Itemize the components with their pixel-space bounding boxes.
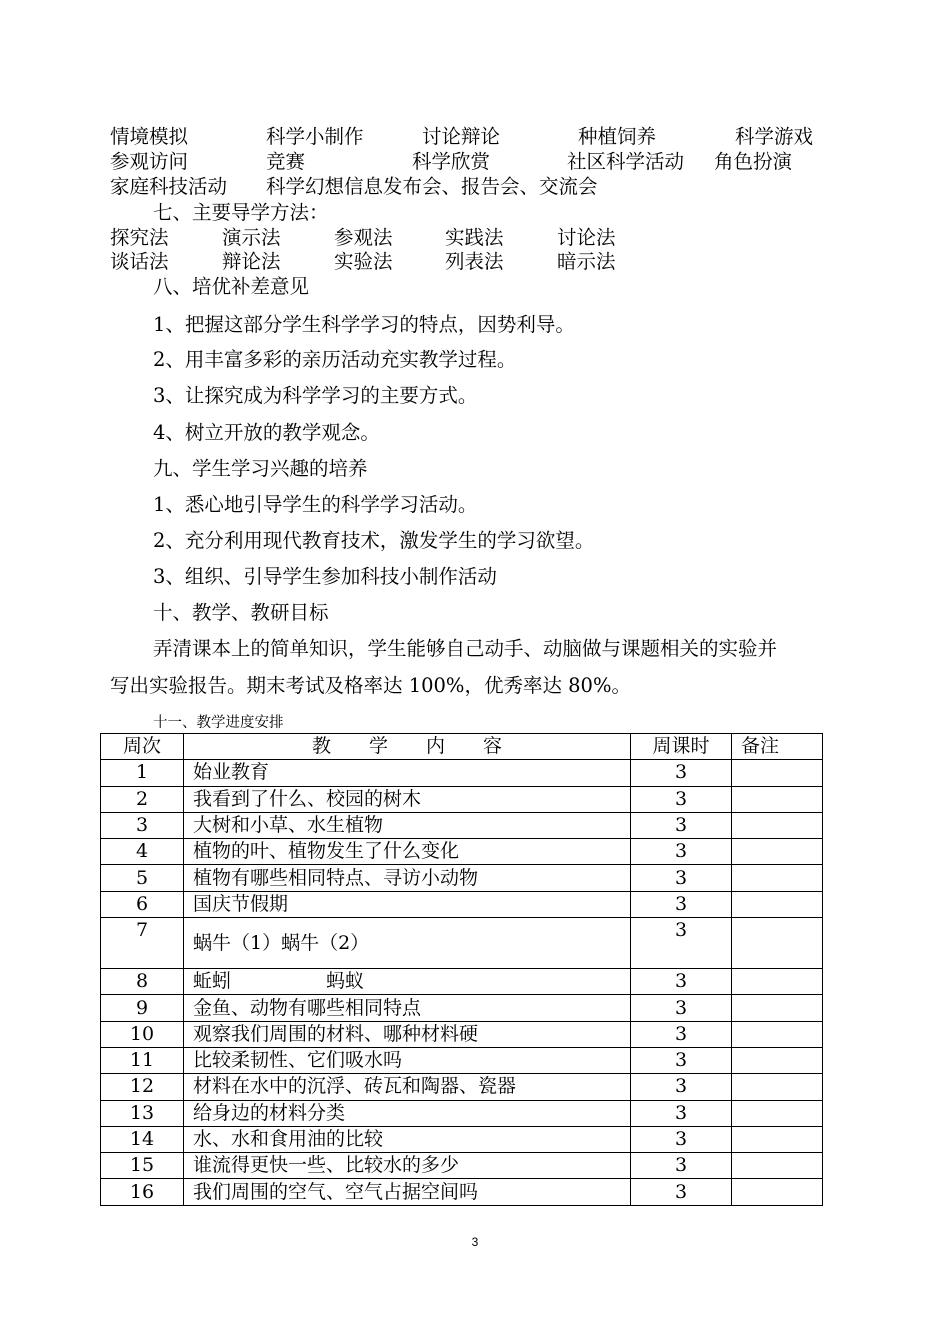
table-row — [101, 1100, 823, 1126]
cell-hours: 3 — [631, 969, 732, 995]
cell-content: 给身边的材料分类 — [184, 1100, 631, 1126]
cell-notes — [732, 918, 823, 969]
cell-content: 国庆节假期 — [184, 891, 631, 917]
activity-item: 角色扮演 — [714, 150, 793, 173]
table-row — [101, 1021, 823, 1047]
cell-hours: 3 — [631, 1047, 732, 1073]
cell-notes — [732, 1153, 823, 1179]
cell-notes — [732, 760, 823, 786]
cell-week: 5 — [101, 865, 184, 891]
activity-item: 科学幻想信息发布会、报告会、交流会 — [266, 175, 598, 198]
activity-item: 科学游戏 — [735, 125, 814, 148]
cell-content: 植物的叶、植物发生了什么变化 — [184, 839, 631, 865]
cell-notes — [732, 865, 823, 891]
cell-week: 1 — [101, 760, 184, 786]
table-row — [101, 969, 823, 995]
method-item: 讨论法 — [557, 226, 616, 249]
cell-week: 8 — [101, 969, 184, 995]
activity-item: 讨论辩论 — [422, 125, 501, 148]
header-hours: 周课时 — [631, 734, 732, 760]
table-row — [101, 1074, 823, 1100]
list-item: 2、充分利用现代教育技术，激发学生的学习欲望。 — [153, 529, 595, 552]
cell-content: 我看到了什么、校园的树木 — [184, 786, 631, 812]
cell-notes — [732, 1021, 823, 1047]
table-row — [101, 891, 823, 917]
cell-hours: 3 — [631, 891, 732, 917]
table-row — [101, 1179, 823, 1205]
section-heading: 七、主要导学方法： — [153, 201, 329, 224]
cell-content: 始业教育 — [184, 760, 631, 786]
cell-week: 2 — [101, 786, 184, 812]
section-heading: 十、教学、教研目标 — [153, 601, 329, 624]
cell-notes — [732, 1179, 823, 1205]
cell-content: 我们周围的空气、空气占据空间吗 — [184, 1179, 631, 1205]
cell-notes — [732, 839, 823, 865]
activity-item: 科学小制作 — [266, 125, 364, 148]
cell-hours: 3 — [631, 918, 732, 969]
cell-content: 观察我们周围的材料、哪种材料硬 — [184, 1021, 631, 1047]
cell-content: 谁流得更快一些、比较水的多少 — [184, 1153, 631, 1179]
cell-content: 植物有哪些相同特点、寻访小动物 — [184, 865, 631, 891]
cell-notes — [732, 995, 823, 1021]
cell-hours: 3 — [631, 839, 732, 865]
cell-notes — [732, 786, 823, 812]
cell-week: 7 — [101, 918, 184, 969]
cell-hours: 3 — [631, 865, 732, 891]
method-item: 暗示法 — [557, 250, 616, 273]
method-item: 实践法 — [445, 226, 504, 249]
table-header-row — [101, 734, 823, 760]
cell-hours: 3 — [631, 1021, 732, 1047]
page-number: 3 — [471, 1235, 479, 1249]
cell-week: 9 — [101, 995, 184, 1021]
cell-notes — [732, 891, 823, 917]
table-row — [101, 918, 823, 969]
cell-week: 16 — [101, 1179, 184, 1205]
method-item: 参观法 — [334, 226, 393, 249]
activity-item: 社区科学活动 — [567, 150, 685, 173]
cell-content: 大树和小草、水生植物 — [184, 812, 631, 838]
cell-notes — [732, 969, 823, 995]
cell-week: 11 — [101, 1047, 184, 1073]
cell-hours: 3 — [631, 1126, 732, 1152]
header-week: 周次 — [101, 734, 184, 760]
section-heading: 十一、教学进度安排 — [153, 715, 284, 731]
method-item: 谈话法 — [110, 250, 169, 273]
list-item: 2、用丰富多彩的亲历活动充实教学过程。 — [153, 348, 517, 371]
section-heading: 八、培优补差意见 — [153, 275, 310, 298]
cell-content: 蜗牛（1）蜗牛（2） — [184, 918, 631, 969]
cell-week: 4 — [101, 839, 184, 865]
method-item: 探究法 — [110, 226, 169, 249]
cell-hours: 3 — [631, 1153, 732, 1179]
cell-content: 蚯蚓 蚂蚁 — [184, 969, 631, 995]
schedule-table — [100, 733, 823, 1206]
activity-item: 科学欣赏 — [412, 150, 491, 173]
header-notes: 备注 — [732, 734, 823, 760]
cell-hours: 3 — [631, 1074, 732, 1100]
table-row — [101, 812, 823, 838]
cell-content: 水、水和食用油的比较 — [184, 1126, 631, 1152]
list-item: 4、树立开放的教学观念。 — [153, 421, 380, 444]
cell-week: 12 — [101, 1074, 184, 1100]
section-heading: 九、学生学习兴趣的培养 — [153, 457, 368, 480]
paragraph-line: 写出实验报告。期末考试及格率达 100%，优秀率达 80%。 — [110, 674, 631, 697]
method-item: 实验法 — [334, 250, 393, 273]
header-content: 教 学 内 容 — [184, 734, 631, 760]
list-item: 1、悉心地引导学生的科学学习活动。 — [153, 493, 478, 516]
method-item: 辩论法 — [222, 250, 281, 273]
cell-notes — [732, 1126, 823, 1152]
cell-hours: 3 — [631, 995, 732, 1021]
table-row — [101, 865, 823, 891]
cell-notes — [732, 1047, 823, 1073]
activity-item: 情境模拟 — [110, 125, 189, 148]
cell-week: 13 — [101, 1100, 184, 1126]
cell-hours: 3 — [631, 1179, 732, 1205]
cell-hours: 3 — [631, 760, 732, 786]
method-item: 列表法 — [445, 250, 504, 273]
table-row — [101, 1047, 823, 1073]
cell-notes — [732, 812, 823, 838]
cell-week: 14 — [101, 1126, 184, 1152]
table-row — [101, 995, 823, 1021]
list-item: 3、组织、引导学生参加科技小制作活动 — [153, 565, 497, 588]
activity-item: 竞赛 — [266, 150, 306, 173]
cell-hours: 3 — [631, 812, 732, 838]
cell-notes — [732, 1100, 823, 1126]
cell-week: 3 — [101, 812, 184, 838]
cell-hours: 3 — [631, 786, 732, 812]
cell-notes — [732, 1074, 823, 1100]
cell-content: 金鱼、动物有哪些相同特点 — [184, 995, 631, 1021]
method-item: 演示法 — [222, 226, 281, 249]
table-row — [101, 839, 823, 865]
table-row — [101, 786, 823, 812]
activity-item: 家庭科技活动 — [110, 175, 228, 198]
cell-content: 材料在水中的沉浮、砖瓦和陶器、瓷器 — [184, 1074, 631, 1100]
cell-week: 15 — [101, 1153, 184, 1179]
cell-week: 10 — [101, 1021, 184, 1047]
list-item: 1、把握这部分学生科学学习的特点，因势利导。 — [153, 313, 575, 336]
paragraph-line: 弄清课本上的简单知识，学生能够自己动手、动脑做与课题相关的实验并 — [153, 637, 778, 660]
activity-item: 参观访问 — [110, 150, 189, 173]
activity-item: 种植饲养 — [578, 125, 657, 148]
cell-content: 比较柔韧性、它们吸水吗 — [184, 1047, 631, 1073]
cell-week: 6 — [101, 891, 184, 917]
table-row — [101, 760, 823, 786]
table-row — [101, 1126, 823, 1152]
list-item: 3、让探究成为科学学习的主要方式。 — [153, 384, 478, 407]
table-row — [101, 1153, 823, 1179]
cell-hours: 3 — [631, 1100, 732, 1126]
